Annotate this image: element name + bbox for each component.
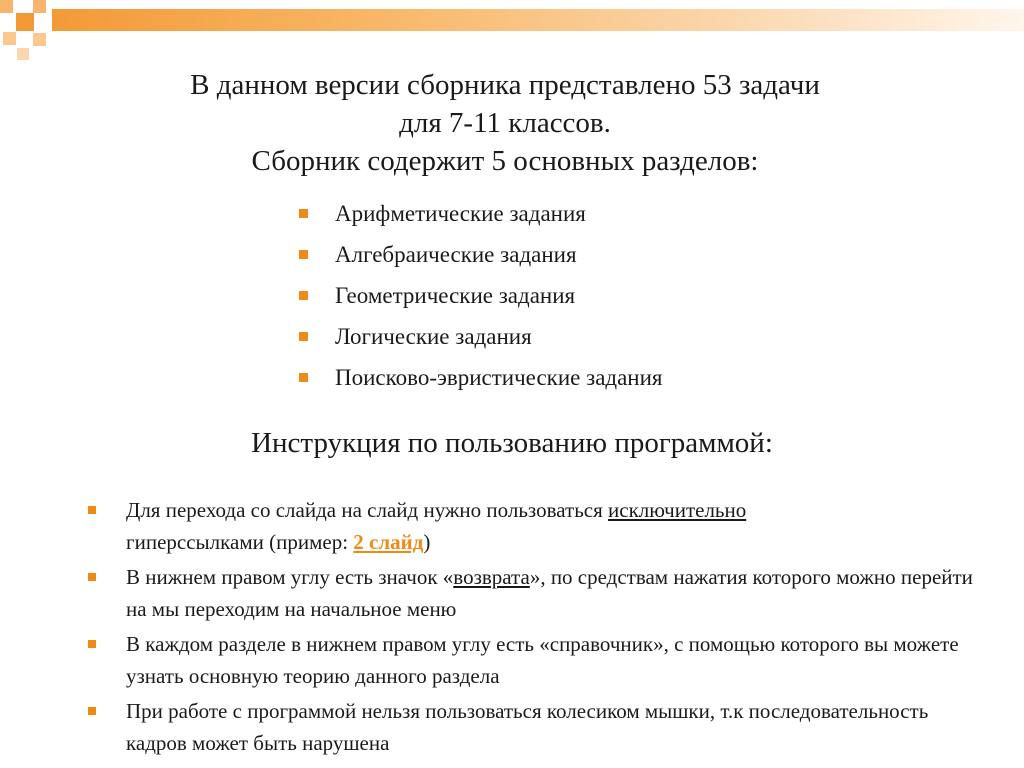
instruction-text: », по средствам нажатия которого можно перейти на мы переходим на начальное меню: [126, 565, 973, 621]
instruction-text: В каждом разделе в нижнем правом углу есть «справочник», с помощью которого вы можете узнать основную теорию данного раздела: [126, 632, 959, 688]
section-label: Арифметические задания: [335, 201, 586, 226]
section-label: Алгебраические задания: [335, 242, 577, 267]
instruction-item-2: [86, 561, 986, 625]
emphasis-underline: исключительно: [608, 498, 747, 522]
slide-title: [0, 66, 1010, 180]
corner-square-1: [0, 0, 13, 13]
square-bullet-icon: [88, 573, 96, 581]
square-bullet-icon: [299, 291, 308, 300]
section-label: Геометрические задания: [335, 283, 576, 308]
section-label: Логические задания: [335, 324, 532, 349]
section-item: [297, 278, 663, 319]
corner-square-3: [33, 0, 46, 13]
corner-square-2: [16, 13, 34, 31]
section-item: [297, 196, 663, 237]
instruction-text: В нижнем правом углу есть значок «: [126, 565, 454, 589]
instruction-item-4: [86, 695, 986, 759]
square-bullet-icon: [299, 250, 308, 259]
return-underline: возврата: [453, 565, 530, 589]
square-bullet-icon: [299, 209, 308, 218]
header-gradient-bar: [52, 9, 1024, 31]
instruction-text: При работе с программой нельзя пользоваться колесиком мышки, т.к последовательность кадров может быть нарушена: [126, 699, 929, 755]
corner-square-6: [17, 48, 29, 60]
instruction-text: Для перехода со слайда на слайд нужно пользоваться: [126, 498, 609, 522]
slide-2-link[interactable]: 2 слайд: [353, 530, 424, 554]
section-item: [297, 360, 663, 401]
title-line-3: Сборник содержит 5 основных разделов:: [251, 145, 759, 177]
square-bullet-icon: [88, 707, 96, 715]
title-line-2: для 7-11 классов.: [399, 107, 611, 139]
corner-square-4: [3, 32, 16, 45]
square-bullet-icon: [299, 332, 308, 341]
section-label: Поисково-эвристические задания: [335, 365, 663, 390]
sections-list: [297, 196, 663, 401]
square-bullet-icon: [88, 506, 96, 514]
instruction-item-1: [86, 494, 986, 558]
square-bullet-icon: [88, 640, 96, 648]
instruction-text: ): [423, 530, 431, 554]
instructions-heading: Инструкция по пользованию программой:: [251, 427, 773, 459]
title-line-1: В данном версии сборника представлено 53 задачи: [190, 69, 820, 101]
instruction-text: гиперссылками (пример:: [126, 530, 354, 554]
instruction-item-3: [86, 628, 986, 692]
instructions-list: [86, 494, 986, 762]
section-item: [297, 237, 663, 278]
corner-square-5: [33, 33, 46, 46]
square-bullet-icon: [299, 373, 308, 382]
section-item: [297, 319, 663, 360]
